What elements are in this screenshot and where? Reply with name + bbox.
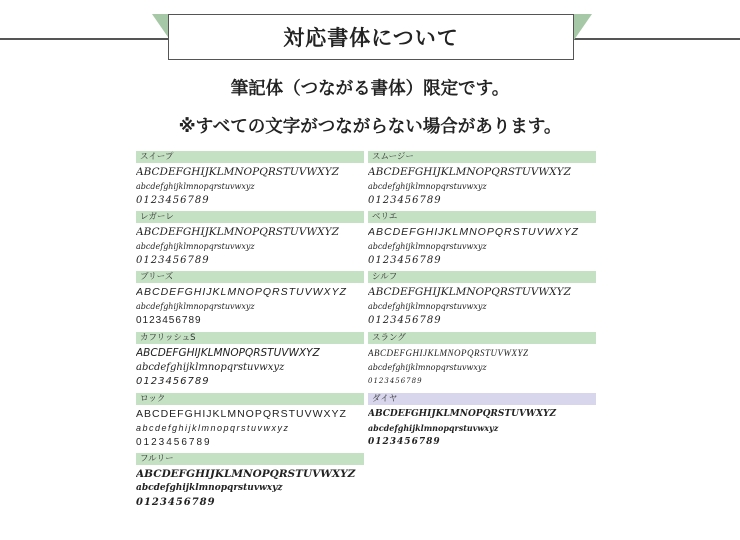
lowercase-sample: abcdefghijklmnopqrstuvwxyz: [136, 182, 255, 191]
font-sample-grid: [136, 151, 596, 531]
digits-sample: 0123456789: [368, 195, 442, 206]
font-card-berie: [368, 211, 596, 268]
lowercase-sample: abcdefghijklmnopqrstuvwxyz: [136, 423, 290, 433]
font-card-rock: [136, 393, 364, 450]
lowercase-sample: abcdefghijklmnopqrstuvwxyz: [368, 363, 487, 372]
font-card-smoothie: [368, 151, 596, 208]
font-name: スラング: [368, 332, 596, 344]
lowercase-sample: abcdefghijklmnopqrstuvwxyz: [368, 182, 487, 191]
page-title: 対応書体について: [168, 14, 574, 60]
font-name: カフリッシュS: [136, 332, 364, 344]
uppercase-sample: ABCDEFGHIJKLMNOPQRSTUVWXYZ: [136, 347, 320, 359]
lowercase-sample: abcdefghijklmnopqrstuvwxyz: [368, 302, 487, 311]
uppercase-sample: ABCDEFGHIJKLMNOPQRSTUVWXYZ: [368, 409, 557, 419]
subtitle-cursive-only: 筆記体（つながる書体）限定です。: [230, 79, 510, 99]
font-name: シルフ: [368, 271, 596, 283]
font-name: ロック: [136, 393, 364, 405]
lowercase-sample: abcdefghijklmnopqrstuvwxyz: [136, 302, 255, 311]
uppercase-sample: ABCDEFGHIJKLMNOPQRSTUVWXYZ: [136, 166, 339, 178]
font-name: スイープ: [136, 151, 364, 163]
font-card-fleury: [136, 453, 364, 510]
font-card-sylph: [368, 271, 596, 328]
font-card-diamond: [368, 393, 596, 450]
digits-sample: 0123456789: [136, 497, 216, 508]
digits-sample: 0123456789: [368, 437, 441, 447]
digits-sample: 0123456789: [368, 255, 442, 266]
uppercase-sample: ABCDEFGHIJKLMNOPQRSTUVWXYZ: [368, 348, 529, 358]
digits-sample: 0123456789: [136, 315, 202, 326]
uppercase-sample: ABCDEFGHIJKLMNOPQRSTUVWXYZ: [368, 286, 571, 298]
uppercase-sample: ABCDEFGHIJKLMNOPQRSTUVWXYZ: [136, 408, 347, 420]
font-name: ブリーズ: [136, 271, 364, 283]
digits-sample: 0123456789: [136, 255, 210, 266]
font-name: ダイヤ: [368, 393, 596, 405]
lowercase-sample: abcdefghijklmnopqrstuvwxyz: [136, 483, 283, 493]
lowercase-sample: abcdefghijklmnopqrstuvwxyz: [368, 423, 499, 433]
lowercase-sample: abcdefghijklmnopqrstuvwxyz: [136, 242, 255, 251]
lowercase-sample: abcdefghijklmnopqrstuvwxyz: [368, 242, 487, 251]
digits-sample: 0123456789: [368, 315, 442, 326]
uppercase-sample: ABCDEFGHIJKLMNOPQRSTUVWXYZ: [368, 166, 571, 178]
font-name: レガーレ: [136, 211, 364, 223]
font-name: フルリー: [136, 453, 364, 465]
uppercase-sample: ABCDEFGHIJKLMNOPQRSTUVWXYZ: [136, 468, 356, 480]
font-card-kafrisch-s: [136, 332, 364, 389]
digits-sample: 0123456789: [136, 195, 210, 206]
font-card-slang: [368, 332, 596, 389]
digits-sample: 0123456789: [136, 376, 210, 387]
uppercase-sample: ABCDEFGHIJKLMNOPQRSTUVWXYZ: [136, 226, 339, 238]
banner-right-ribbon: [574, 14, 592, 40]
digits-sample: 0123456789: [368, 377, 423, 385]
subtitle-note: ※すべての文字がつながらない場合があります。: [178, 117, 562, 137]
uppercase-sample: ABCDEFGHIJKLMNOPQRSTUVWXYZ: [136, 286, 347, 298]
font-card-legare: [136, 211, 364, 268]
digits-sample: 0123456789: [136, 437, 212, 448]
font-card-sweep: [136, 151, 364, 208]
font-name: スムージー: [368, 151, 596, 163]
lowercase-sample: abcdefghijklmnopqrstuvwxyz: [136, 362, 285, 373]
font-card-breeze: [136, 271, 364, 328]
uppercase-sample: ABCDEFGHIJKLMNOPQRSTUVWXYZ: [368, 226, 579, 238]
font-name: ベリエ: [368, 211, 596, 223]
